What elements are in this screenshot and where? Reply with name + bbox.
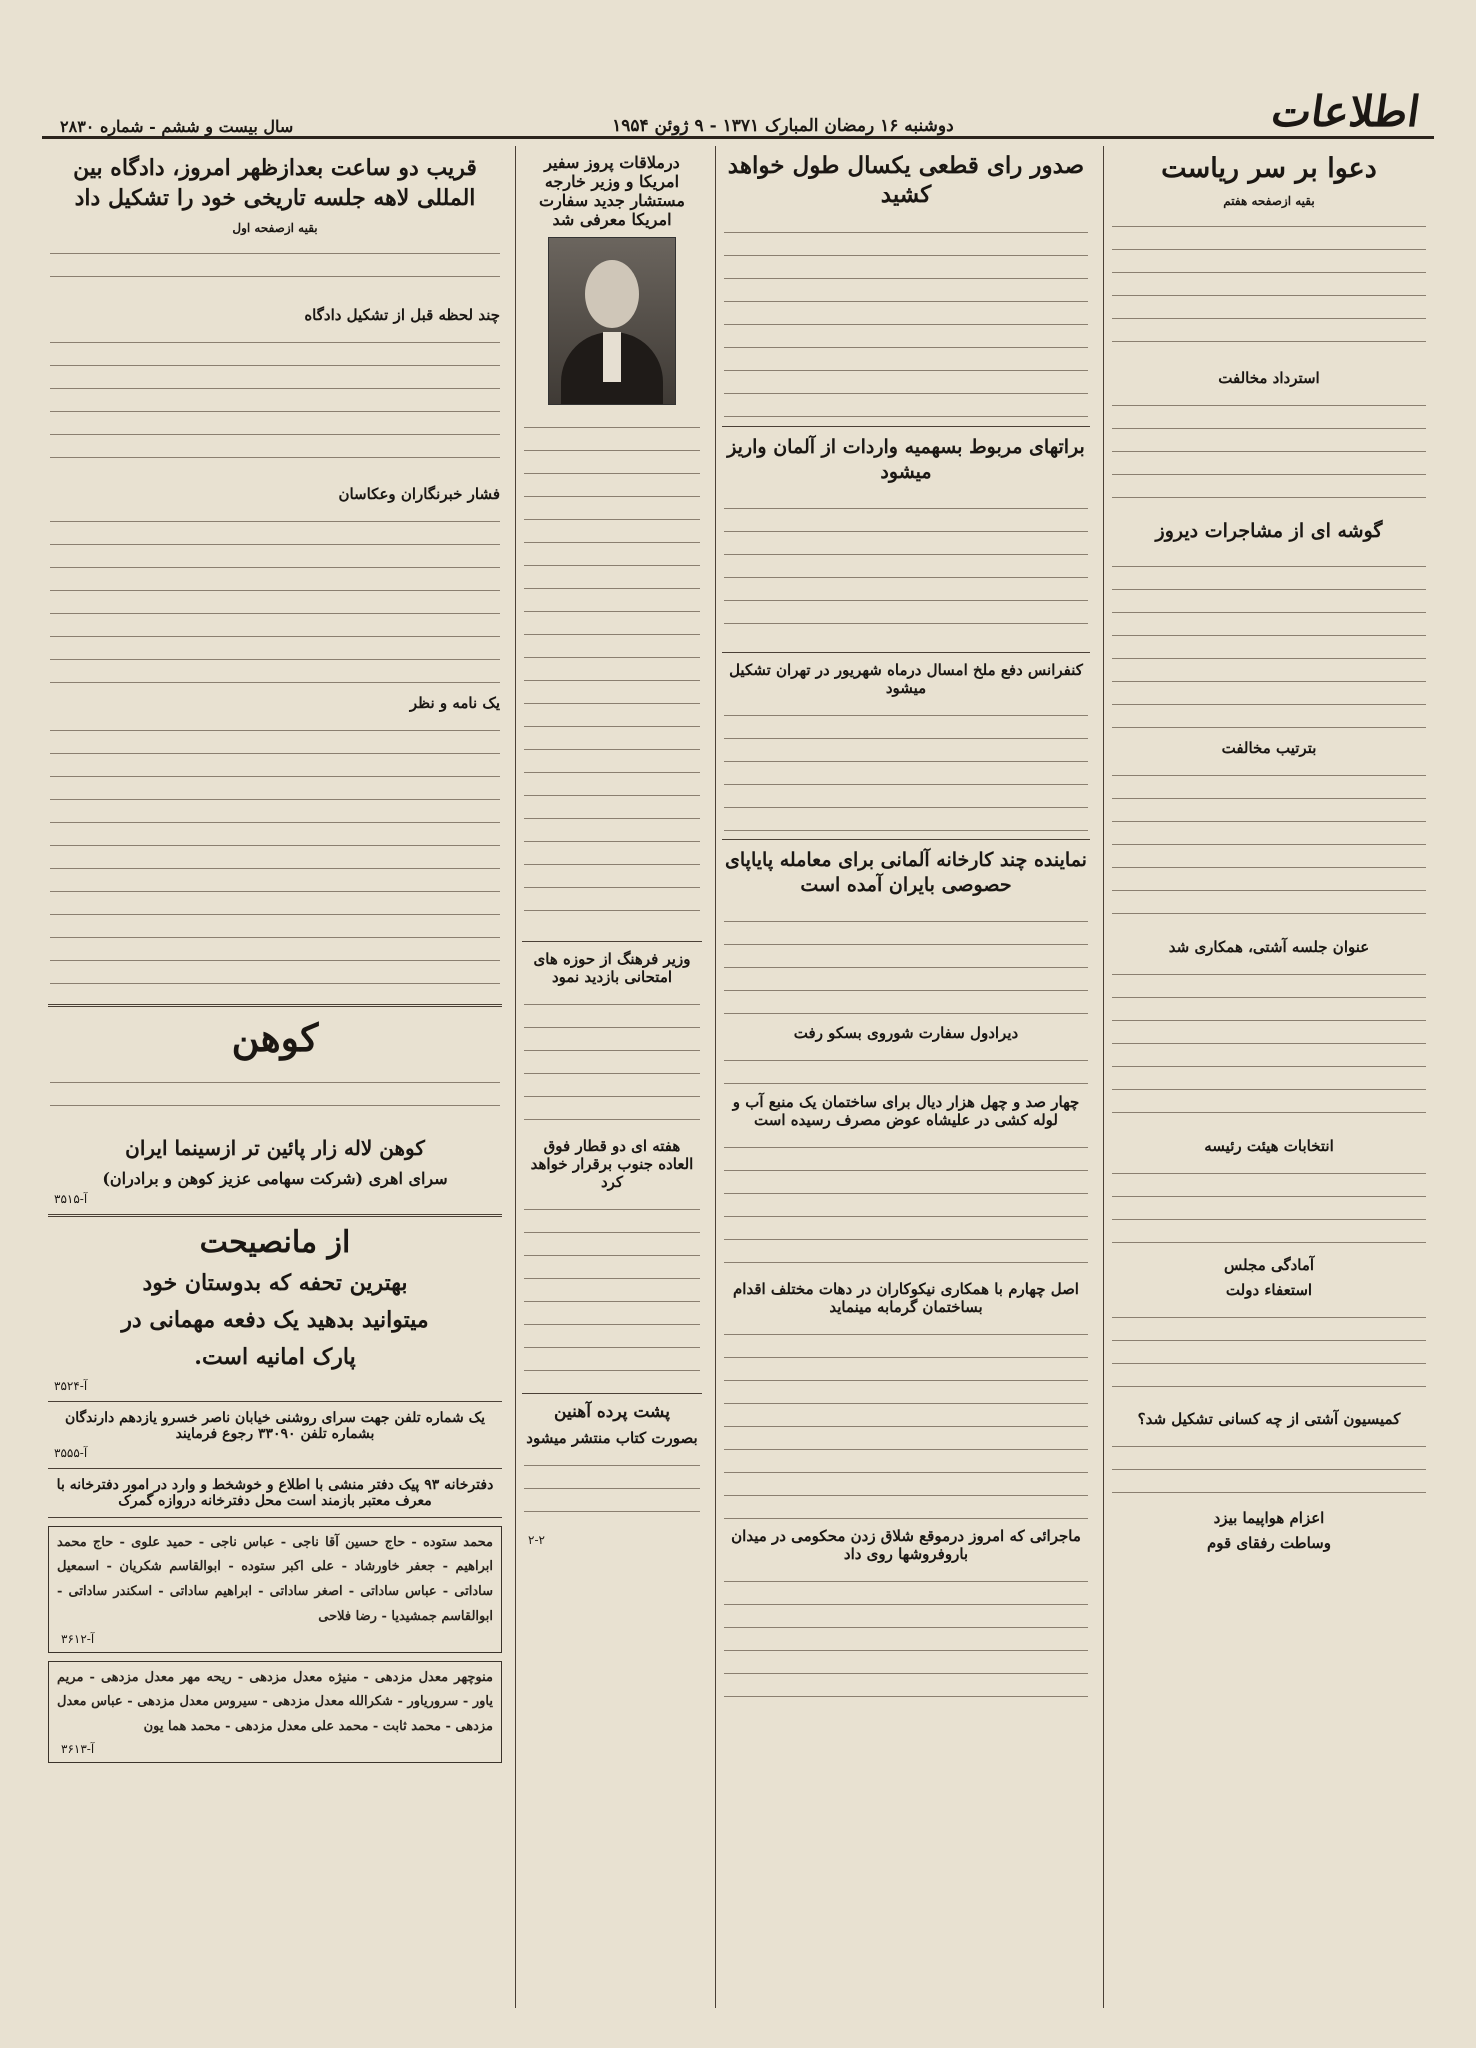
col1-subhead-e: انتخابات هیئت رئیسه	[1204, 1137, 1334, 1156]
divider	[522, 941, 702, 942]
col2-subhead-g: ماجرائی که امروز درموقع شلاق زدن محکومی در میدان باروفروشها روی داد	[731, 1527, 1081, 1564]
condolence-box-1	[48, 1526, 502, 1653]
divider	[722, 426, 1090, 427]
col1-subhead-f: آمادگی مجلس	[1223, 1256, 1315, 1275]
col2-subhead-d: دیرادول سفارت شوروی بسکو رفت	[793, 1024, 1019, 1043]
col2-subhead-b: کنفرانس دفع ملخ امسال درماه شهریور در تهران تشکیل میشود	[729, 660, 1083, 697]
ad-advice-line2: میتوانید بدهید یک دفعه مهمانی در	[121, 1307, 429, 1334]
masthead: اطلاعات	[1268, 87, 1424, 136]
col1-subhead-h: کمیسیون آشتی از چه کسانی تشکیل شد؟	[1137, 1410, 1401, 1429]
col1-text-block	[1112, 1159, 1426, 1249]
portrait-photo	[548, 237, 676, 405]
col3-subhead-d: بصورت کتاب منتشر میشود	[526, 1429, 698, 1447]
col1-text-block	[1112, 960, 1426, 1130]
divider	[48, 1468, 502, 1469]
divider	[48, 1004, 502, 1007]
col4-subhead-b: فشار خبرنگاران وعکاسان	[338, 485, 500, 504]
col3-subhead-b: هفته ای دو قطار فوق العاده جنوب برقرار خواهد کرد	[530, 1137, 694, 1191]
col2-text-block	[724, 1320, 1088, 1520]
col2-text-block	[724, 701, 1088, 831]
condolence-box-2	[48, 1661, 502, 1763]
issue-number: سال بیست و ششم - شماره ۲۸۳۰	[60, 117, 294, 136]
ad-advice-title: از مانصیحت	[199, 1225, 351, 1261]
ad-kohan-code: ۳۵۱۵-آ	[54, 1192, 88, 1207]
ad-notary-text: دفترخانه ۹۳ پیک دفتر منشی با اطلاع و خوشخط و وارد در امور دفترخانه با معرف معتبر بازمند است محل دفترخانه دروازه گمرک	[56, 1476, 494, 1509]
divider	[522, 1393, 702, 1394]
col2-subhead-c: نماینده چند کارخانه آلمانی برای معامله پایاپای حصوصی بایران آمده است	[725, 848, 1087, 897]
col4-headline: قریب دو ساعت بعدازظهر امروز، دادگاه بین المللی لاهه جلسه تاریخی خود را تشکیل داد	[73, 155, 477, 211]
divider	[722, 652, 1090, 653]
dateline: دوشنبه ۱۶ رمضان المبارک ۱۳۷۱ - ۹ ژوئن ۱۹۵۴	[612, 116, 954, 136]
column-3	[515, 146, 708, 2008]
col2-text-block	[724, 1133, 1088, 1273]
col1-text-block	[1112, 391, 1426, 511]
col3-subhead-c: پشت پرده آهنین	[554, 1402, 670, 1422]
col4-subhead-c: یک نامه و نظر	[409, 694, 500, 713]
ad-advice-code: ۳۵۲۴-آ	[54, 1378, 88, 1393]
col1-subhead-d: عنوان جلسه آشتی، همکاری شد	[1168, 938, 1370, 957]
col3-subhead-a: وزیر فرهنگ از حوزه های امتحانی بازدید نمود	[533, 950, 691, 986]
col2-text-block	[724, 1567, 1088, 1717]
col1-subhead-g: استعفاء دولت	[1225, 1281, 1313, 1300]
col4-subhead-a: چند لحظه قبل از تشکیل دادگاه	[304, 306, 500, 325]
column-1	[1103, 146, 1434, 2008]
col2-subhead-a: براتهای مربوط بسهمیه واردات از آلمان واریز میشود	[727, 435, 1085, 484]
col3-text-block	[524, 990, 700, 1130]
col3-text-block	[524, 1451, 700, 1531]
ad-kohan-sub: سرای اهری (شرکت سهامی عزیز کوهن و برادران)	[102, 1169, 448, 1189]
ad-advice-line3: پارک امانیه است.	[194, 1343, 356, 1370]
col3-text-block	[524, 1195, 700, 1385]
names-list-1: محمد ستوده - حاج حسین آقا ناجی - عباس ناجی - حمید علوی - حاج محمد ابراهیم - جعفر خاورشاد - علی اکبر ستوده - ابوالقاسم شکریان - اسمعیل ساداتی - عباس ساداتی - اصغر ساداتی - ابراهیم ساداتی - اسکندر ساداتی - ابوالقاسم جمشیدیا - رضا فلاحی	[57, 1534, 493, 1624]
col1-sub: بقیه ازصفحه هفتم	[1223, 193, 1315, 208]
col2-text-block	[724, 494, 1088, 644]
col4-text-block	[50, 239, 500, 299]
col1-text-block	[1112, 212, 1426, 362]
col1-headline: دعوا بر سر ریاست	[1161, 153, 1377, 184]
top-bar	[42, 87, 1434, 139]
col4-text-block	[50, 507, 500, 687]
names-list-2: منوچهر معدل مزدهی - منیژه معدل مزدهی - ریحه مهر معدل مزدهی - مریم یاور - سروریاور - شکرالله معدل مزدهی - سیروس معدل مزدهی - عباس معدل مزدهی - محمد ثابت - محمد علی معدل مزدهی - محمد هما یون	[57, 1669, 493, 1734]
col1-subhead-c: بترتیب مخالفت	[1221, 739, 1317, 758]
col4-sub: بقیه ازصفحه اول	[232, 221, 318, 236]
col1-subhead-a: استرداد مخالفت	[1218, 368, 1320, 387]
ad-kohan-title: کوهن	[231, 1015, 319, 1061]
col3-code: ۲-۲	[528, 1533, 545, 1547]
col2-subhead-f: اصل چهارم با همکاری نیکوکاران در دهات مختلف اقدام بساختمان گرمابه مینماید	[733, 1280, 1079, 1317]
col2-text-block	[724, 907, 1088, 1017]
col1-text-block	[1112, 1303, 1426, 1403]
divider	[722, 839, 1090, 840]
col1-subhead-i: اعزام هواپیما بیزد	[1213, 1509, 1325, 1528]
col1-subhead-b: گوشه ای از مشاجرات دیروز	[1155, 519, 1383, 542]
names-code-2: ۳۶۱۳-آ	[61, 1741, 95, 1756]
col1-text-block	[1112, 761, 1426, 931]
col4-text-block	[50, 1068, 500, 1128]
names-code-1: ۳۶۱۲-آ	[61, 1631, 95, 1646]
column-2	[715, 146, 1096, 2008]
ad-kohan-line: کوهن لاله زار پائین تر ازسینما ایران	[125, 1136, 425, 1161]
col2-headline: صدور رای قطعی یکسال طول خواهد کشید	[727, 152, 1085, 208]
ad-phone-text: یک شماره تلفن جهت سرای روشنی خیابان ناصر خسرو یازدهم دارندگان بشماره تلفن ۳۳۰۹۰ رجوع فرمایند	[64, 1409, 486, 1442]
column-4	[42, 146, 508, 2008]
divider	[48, 1214, 502, 1217]
col1-text-block	[1112, 1432, 1426, 1502]
col3-headline: درملاقات پروز سفیر امریکا و وزیر خارجه مستشار جدید سفارت امریکا معرفی شد	[539, 153, 685, 229]
col1-text-block	[1112, 552, 1426, 732]
divider	[48, 1517, 502, 1518]
ad-advice-line1: بهترین تحفه که بدوستان خود	[142, 1270, 408, 1297]
col2-subhead-e: چهار صد و چهل هزار دیال برای ساختمان یک منبع آب و لوله کشی در علیشاه عوض مصرف رسیده است	[732, 1093, 1080, 1130]
col1-subhead-j: وساطت رفقای قوم	[1206, 1534, 1331, 1553]
col2-text-block	[724, 218, 1088, 418]
col2-text-block	[724, 1046, 1088, 1086]
col3-text-block	[524, 413, 700, 933]
col4-text-block	[50, 716, 500, 996]
divider	[48, 1401, 502, 1402]
ad-phone-code: ۳۵۵۵-آ	[54, 1445, 88, 1460]
col4-text-block	[50, 328, 500, 478]
